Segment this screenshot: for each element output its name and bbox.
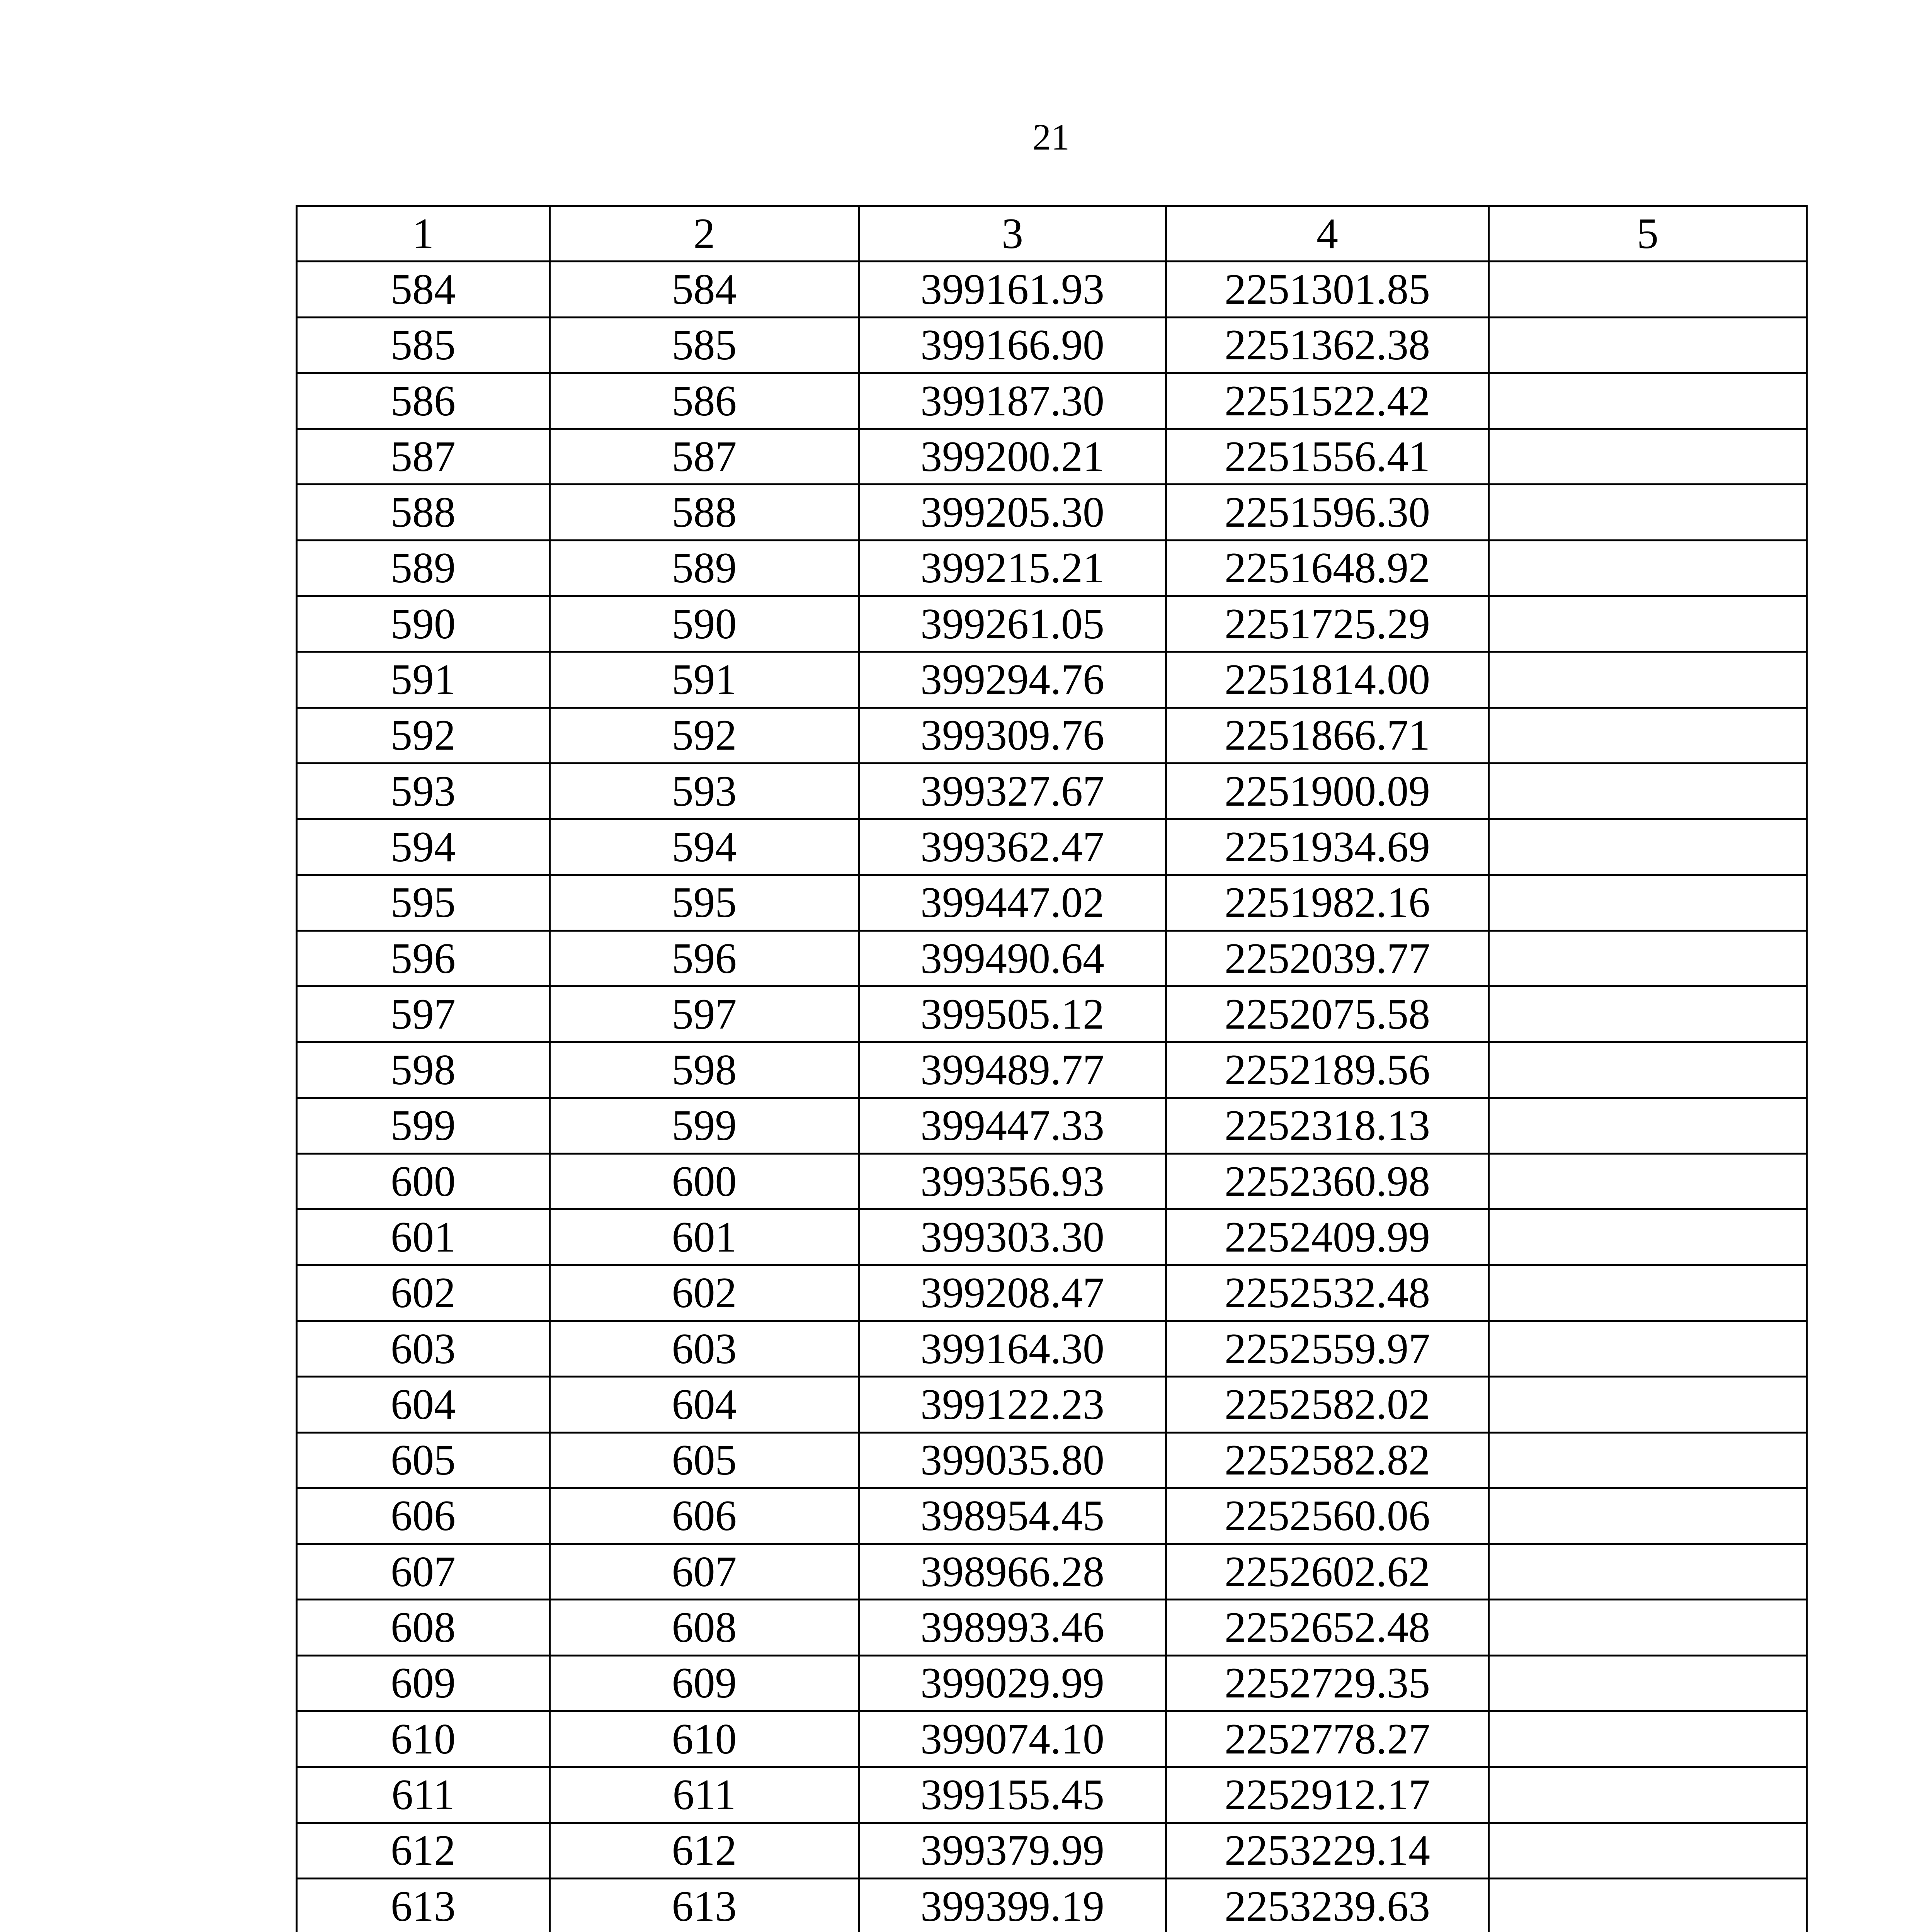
table-body: [297, 262, 1807, 1932]
note-cell: [1489, 1042, 1807, 1098]
note-cell: [1489, 485, 1807, 540]
column-header: 1: [297, 206, 550, 262]
table-row: [297, 875, 1807, 930]
table-row: [297, 763, 1807, 819]
note-cell: [1489, 1767, 1807, 1823]
y-coordinate-cell: 2251596.30: [1166, 485, 1489, 540]
y-coordinate-cell: 2251556.41: [1166, 429, 1489, 485]
column-header: 2: [550, 206, 859, 262]
point-id-cell: 612: [550, 1823, 859, 1878]
note-cell: [1489, 1711, 1807, 1767]
coordinates-table: [296, 205, 1808, 1932]
point-number-cell: 588: [297, 485, 550, 540]
x-coordinate-cell: 399447.02: [859, 875, 1166, 930]
x-coordinate-cell: 399205.30: [859, 485, 1166, 540]
point-number-cell: 608: [297, 1600, 550, 1655]
point-number-cell: 599: [297, 1098, 550, 1153]
point-number-cell: 609: [297, 1655, 550, 1711]
point-id-cell: 601: [550, 1209, 859, 1265]
x-coordinate-cell: 399309.76: [859, 707, 1166, 763]
note-cell: [1489, 1823, 1807, 1878]
table-row: [297, 707, 1807, 763]
column-header: 3: [859, 206, 1166, 262]
point-number-cell: 589: [297, 540, 550, 596]
y-coordinate-cell: 2252189.56: [1166, 1042, 1489, 1098]
y-coordinate-cell: 2252409.99: [1166, 1209, 1489, 1265]
table-header: [297, 206, 1807, 262]
note-cell: [1489, 1488, 1807, 1544]
note-cell: [1489, 1432, 1807, 1488]
x-coordinate-cell: 399399.19: [859, 1878, 1166, 1932]
point-number-cell: 610: [297, 1711, 550, 1767]
x-coordinate-cell: 399379.99: [859, 1823, 1166, 1878]
point-id-cell: 585: [550, 317, 859, 373]
point-id-cell: 600: [550, 1154, 859, 1209]
point-id-cell: 586: [550, 373, 859, 429]
y-coordinate-cell: 2251866.71: [1166, 707, 1489, 763]
point-number-cell: 594: [297, 819, 550, 875]
note-cell: [1489, 763, 1807, 819]
x-coordinate-cell: 399261.05: [859, 596, 1166, 652]
y-coordinate-cell: 2252039.77: [1166, 930, 1489, 986]
point-number-cell: 592: [297, 707, 550, 763]
table-row: [297, 540, 1807, 596]
point-id-cell: 587: [550, 429, 859, 485]
table-row: [297, 1655, 1807, 1711]
point-id-cell: 603: [550, 1321, 859, 1376]
note-cell: [1489, 1321, 1807, 1376]
y-coordinate-cell: 2251301.85: [1166, 262, 1489, 317]
y-coordinate-cell: 2252532.48: [1166, 1265, 1489, 1321]
y-coordinate-cell: 2252560.06: [1166, 1488, 1489, 1544]
point-id-cell: 584: [550, 262, 859, 317]
y-coordinate-cell: 2251522.42: [1166, 373, 1489, 429]
header-row: [297, 206, 1807, 262]
note-cell: [1489, 540, 1807, 596]
point-id-cell: 595: [550, 875, 859, 930]
note-cell: [1489, 262, 1807, 317]
x-coordinate-cell: 399155.45: [859, 1767, 1166, 1823]
point-id-cell: 605: [550, 1432, 859, 1488]
point-id-cell: 596: [550, 930, 859, 986]
table-row: [297, 819, 1807, 875]
point-id-cell: 594: [550, 819, 859, 875]
note-cell: [1489, 707, 1807, 763]
table-row: [297, 373, 1807, 429]
x-coordinate-cell: 399294.76: [859, 652, 1166, 707]
x-coordinate-cell: 399074.10: [859, 1711, 1166, 1767]
y-coordinate-cell: 2252582.82: [1166, 1432, 1489, 1488]
table-row: [297, 485, 1807, 540]
point-number-cell: 585: [297, 317, 550, 373]
note-cell: [1489, 1265, 1807, 1321]
point-number-cell: 584: [297, 262, 550, 317]
y-coordinate-cell: 2252729.35: [1166, 1655, 1489, 1711]
note-cell: [1489, 1600, 1807, 1655]
y-coordinate-cell: 2251934.69: [1166, 819, 1489, 875]
note-cell: [1489, 930, 1807, 986]
point-number-cell: 605: [297, 1432, 550, 1488]
note-cell: [1489, 1878, 1807, 1932]
point-id-cell: 602: [550, 1265, 859, 1321]
point-number-cell: 598: [297, 1042, 550, 1098]
table-row: [297, 1321, 1807, 1376]
table-row: [297, 930, 1807, 986]
x-coordinate-cell: 399161.93: [859, 262, 1166, 317]
x-coordinate-cell: 399303.30: [859, 1209, 1166, 1265]
point-id-cell: 610: [550, 1711, 859, 1767]
point-id-cell: 607: [550, 1544, 859, 1600]
table-row: [297, 1878, 1807, 1932]
note-cell: [1489, 1655, 1807, 1711]
column-header: 5: [1489, 206, 1807, 262]
x-coordinate-cell: 399166.90: [859, 317, 1166, 373]
point-id-cell: 606: [550, 1488, 859, 1544]
point-id-cell: 604: [550, 1377, 859, 1432]
note-cell: [1489, 429, 1807, 485]
point-id-cell: 608: [550, 1600, 859, 1655]
x-coordinate-cell: 399447.33: [859, 1098, 1166, 1153]
y-coordinate-cell: 2253239.63: [1166, 1878, 1489, 1932]
point-number-cell: 603: [297, 1321, 550, 1376]
y-coordinate-cell: 2252559.97: [1166, 1321, 1489, 1376]
column-header: 4: [1166, 206, 1489, 262]
x-coordinate-cell: 399327.67: [859, 763, 1166, 819]
note-cell: [1489, 819, 1807, 875]
y-coordinate-cell: 2252075.58: [1166, 986, 1489, 1042]
point-id-cell: 599: [550, 1098, 859, 1153]
point-id-cell: 591: [550, 652, 859, 707]
note-cell: [1489, 1544, 1807, 1600]
table-row: [297, 1600, 1807, 1655]
table-row: [297, 1711, 1807, 1767]
y-coordinate-cell: 2251982.16: [1166, 875, 1489, 930]
x-coordinate-cell: 399505.12: [859, 986, 1166, 1042]
y-coordinate-cell: 2251900.09: [1166, 763, 1489, 819]
x-coordinate-cell: 399362.47: [859, 819, 1166, 875]
point-number-cell: 586: [297, 373, 550, 429]
point-id-cell: 589: [550, 540, 859, 596]
point-id-cell: 590: [550, 596, 859, 652]
point-number-cell: 596: [297, 930, 550, 986]
y-coordinate-cell: 2252318.13: [1166, 1098, 1489, 1153]
point-id-cell: 609: [550, 1655, 859, 1711]
table-row: [297, 1042, 1807, 1098]
point-number-cell: 600: [297, 1154, 550, 1209]
table-row: [297, 596, 1807, 652]
x-coordinate-cell: 399215.21: [859, 540, 1166, 596]
point-number-cell: 606: [297, 1488, 550, 1544]
x-coordinate-cell: 399164.30: [859, 1321, 1166, 1376]
x-coordinate-cell: 399356.93: [859, 1154, 1166, 1209]
y-coordinate-cell: 2252652.48: [1166, 1600, 1489, 1655]
x-coordinate-cell: 399029.99: [859, 1655, 1166, 1711]
y-coordinate-cell: 2252778.27: [1166, 1711, 1489, 1767]
x-coordinate-cell: 399187.30: [859, 373, 1166, 429]
y-coordinate-cell: 2252360.98: [1166, 1154, 1489, 1209]
x-coordinate-cell: 398954.45: [859, 1488, 1166, 1544]
y-coordinate-cell: 2251725.29: [1166, 596, 1489, 652]
y-coordinate-cell: 2252582.02: [1166, 1377, 1489, 1432]
x-coordinate-cell: 399200.21: [859, 429, 1166, 485]
y-coordinate-cell: 2252912.17: [1166, 1767, 1489, 1823]
page-number: 21: [1032, 116, 1070, 158]
point-number-cell: 593: [297, 763, 550, 819]
y-coordinate-cell: 2251362.38: [1166, 317, 1489, 373]
table-row: [297, 1823, 1807, 1878]
point-number-cell: 602: [297, 1265, 550, 1321]
x-coordinate-cell: 399035.80: [859, 1432, 1166, 1488]
point-number-cell: 587: [297, 429, 550, 485]
point-number-cell: 591: [297, 652, 550, 707]
table-row: [297, 429, 1807, 485]
point-id-cell: 613: [550, 1878, 859, 1932]
point-id-cell: 588: [550, 485, 859, 540]
table-row: [297, 317, 1807, 373]
point-number-cell: 613: [297, 1878, 550, 1932]
point-id-cell: 597: [550, 986, 859, 1042]
table-row: [297, 1767, 1807, 1823]
note-cell: [1489, 986, 1807, 1042]
note-cell: [1489, 875, 1807, 930]
table-row: [297, 1488, 1807, 1544]
point-id-cell: 593: [550, 763, 859, 819]
point-number-cell: 595: [297, 875, 550, 930]
point-number-cell: 597: [297, 986, 550, 1042]
y-coordinate-cell: 2252602.62: [1166, 1544, 1489, 1600]
x-coordinate-cell: 399122.23: [859, 1377, 1166, 1432]
table-row: [297, 1544, 1807, 1600]
x-coordinate-cell: 399208.47: [859, 1265, 1166, 1321]
table-row: [297, 652, 1807, 707]
table-row: [297, 1098, 1807, 1153]
point-number-cell: 601: [297, 1209, 550, 1265]
table-row: [297, 1209, 1807, 1265]
note-cell: [1489, 373, 1807, 429]
table-row: [297, 262, 1807, 317]
table-row: [297, 1265, 1807, 1321]
note-cell: [1489, 652, 1807, 707]
note-cell: [1489, 1209, 1807, 1265]
table-row: [297, 1432, 1807, 1488]
point-number-cell: 590: [297, 596, 550, 652]
x-coordinate-cell: 398993.46: [859, 1600, 1166, 1655]
note-cell: [1489, 596, 1807, 652]
point-number-cell: 612: [297, 1823, 550, 1878]
point-number-cell: 607: [297, 1544, 550, 1600]
point-id-cell: 592: [550, 707, 859, 763]
point-number-cell: 611: [297, 1767, 550, 1823]
y-coordinate-cell: 2251648.92: [1166, 540, 1489, 596]
point-id-cell: 598: [550, 1042, 859, 1098]
note-cell: [1489, 1377, 1807, 1432]
y-coordinate-cell: 2251814.00: [1166, 652, 1489, 707]
note-cell: [1489, 1154, 1807, 1209]
table-row: [297, 1377, 1807, 1432]
point-id-cell: 611: [550, 1767, 859, 1823]
point-number-cell: 604: [297, 1377, 550, 1432]
y-coordinate-cell: 2253229.14: [1166, 1823, 1489, 1878]
note-cell: [1489, 1098, 1807, 1153]
table-row: [297, 986, 1807, 1042]
x-coordinate-cell: 399490.64: [859, 930, 1166, 986]
table-row: [297, 1154, 1807, 1209]
x-coordinate-cell: 398966.28: [859, 1544, 1166, 1600]
note-cell: [1489, 317, 1807, 373]
x-coordinate-cell: 399489.77: [859, 1042, 1166, 1098]
